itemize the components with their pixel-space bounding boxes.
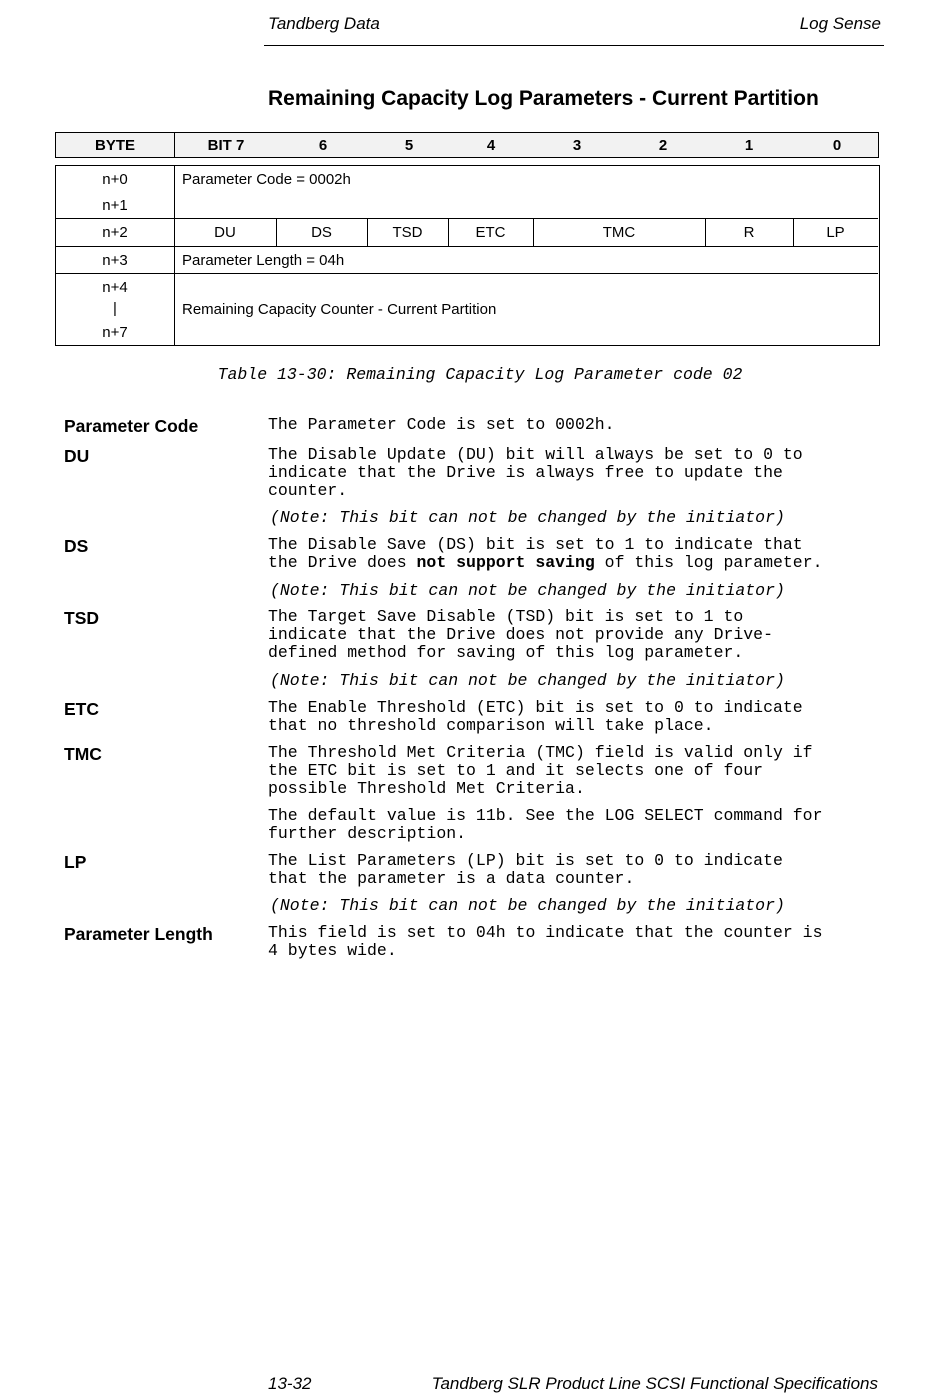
byte-label: n+3 <box>102 252 128 269</box>
term-parameter-code: Parameter Code <box>64 416 199 436</box>
flag-lp: LP <box>826 224 845 241</box>
term-tsd: TSD <box>64 608 99 628</box>
header-section: Log Sense <box>799 14 881 33</box>
term-parameter-length: Parameter Length <box>64 924 213 944</box>
desc-ds <box>268 536 908 572</box>
flag-r: R <box>743 224 755 241</box>
desc-ds-text-a: The Disable Save (DS) bit is set to 1 to indicate that the Drive does <box>268 535 803 572</box>
term-du: DU <box>64 446 90 466</box>
counter-cell: Remaining Capacity Counter - Current Partition <box>182 301 497 318</box>
header-rule <box>264 45 884 46</box>
desc-tsd: The Target Save Disable (TSD) bit is set to 1 to indicate that the Drive does not provide any Drive- defined method for saving of this log parameter. <box>268 607 773 662</box>
bit-header-bit3: 3 <box>572 137 582 154</box>
desc-etc: The Enable Threshold (ETC) bit is set to 0 to indicate that no threshold comparison will take place. <box>268 698 803 735</box>
byte-range-separator: | <box>113 300 117 317</box>
byte-label: n+4 <box>102 279 128 296</box>
flag-etc: ETC <box>475 224 506 241</box>
bit-header-divider <box>174 133 175 157</box>
term-ds: DS <box>64 536 89 556</box>
byte-label: n+7 <box>102 324 128 341</box>
page-title: Remaining Capacity Log Parameters - Current Partition <box>268 87 819 110</box>
bit-header-bit4: 4 <box>486 137 496 154</box>
row-separator <box>56 246 878 247</box>
flag-ds: DS <box>311 224 332 241</box>
bit-header-bit1: 1 <box>744 137 754 154</box>
desc-parameter-code: The Parameter Code is set to 0002h. <box>268 415 615 434</box>
desc-ds-text-b: of this log parameter. <box>594 553 823 572</box>
term-etc: ETC <box>64 699 99 719</box>
parameter-table <box>55 165 880 346</box>
note-du: (Note: This bit can not be changed by the initiator) <box>270 508 785 527</box>
footer-document-title: Tandberg SLR Product Line SCSI Functional Specifications <box>431 1374 878 1393</box>
parameter-code-cell: Parameter Code = 0002h <box>182 171 351 188</box>
parameter-length-cell: Parameter Length = 04h <box>182 252 345 269</box>
table-caption: Table 13-30: Remaining Capacity Log Parameter code 02 <box>217 365 743 384</box>
desc-ds-bold: not support saving <box>416 553 595 572</box>
byte-column-divider <box>174 166 175 345</box>
term-tmc: TMC <box>64 744 102 764</box>
header-company: Tandberg Data <box>268 14 380 33</box>
desc-lp: The List Parameters (LP) bit is set to 0 to indicate that the parameter is a data counter. <box>268 851 783 888</box>
bit-header-bit2: 2 <box>658 137 668 154</box>
flag-du: DU <box>214 224 236 241</box>
flag-tmc: TMC <box>602 224 636 241</box>
bit-header-bit0: 0 <box>832 137 842 154</box>
bit-header-bit6: 6 <box>318 137 328 154</box>
row-separator <box>56 273 878 274</box>
note-ds: (Note: This bit can not be changed by the initiator) <box>270 581 785 600</box>
byte-label: n+1 <box>102 197 128 214</box>
note-tsd: (Note: This bit can not be changed by the initiator) <box>270 671 785 690</box>
byte-label: n+2 <box>102 224 128 241</box>
term-lp: LP <box>64 852 87 872</box>
footer-page-number: 13-32 <box>268 1374 312 1393</box>
row-separator <box>56 218 878 219</box>
bit-header-table <box>55 132 879 158</box>
bit-header-byte: BYTE <box>94 137 135 154</box>
bit-header-bit7: BIT 7 <box>207 137 245 154</box>
flag-tsd: TSD <box>392 224 423 241</box>
desc-parameter-length: This field is set to 04h to indicate that the counter is 4 bytes wide. <box>268 923 823 960</box>
desc-du: The Disable Update (DU) bit will always be set to 0 to indicate that the Drive is always free to update the counter. <box>268 445 803 500</box>
desc-tmc: The Threshold Met Criteria (TMC) field is valid only if the ETC bit is set to 1 and it selects one of four possible Threshold Met Criteria. <box>268 743 813 798</box>
note-lp: (Note: This bit can not be changed by the initiator) <box>270 896 785 915</box>
desc-tmc-default: The default value is 11b. See the LOG SELECT command for further description. <box>268 806 823 843</box>
byte-label: n+0 <box>102 171 128 188</box>
bit-header-bit5: 5 <box>404 137 414 154</box>
